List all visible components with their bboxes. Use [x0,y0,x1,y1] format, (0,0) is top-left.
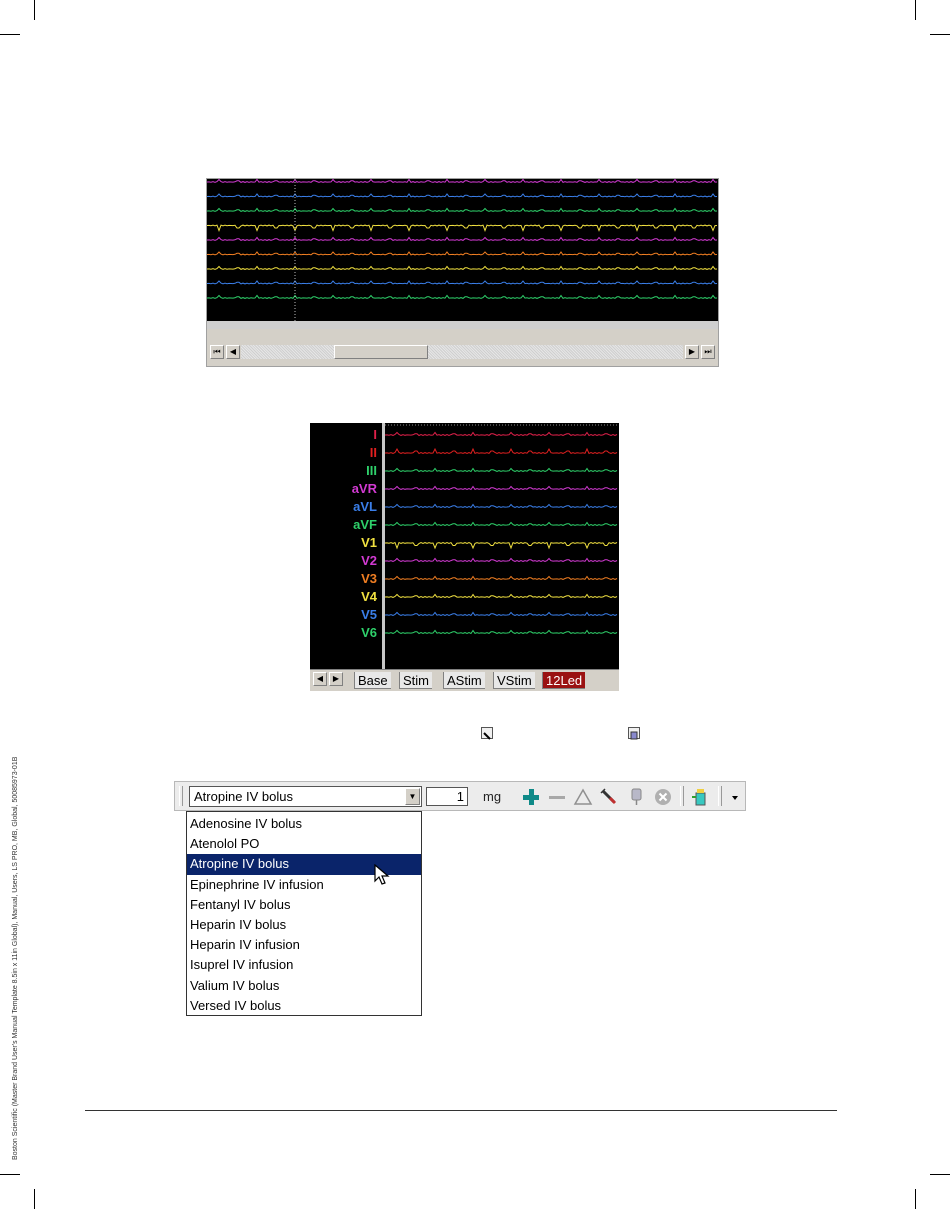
margin-text: Boston Scientific (Master Brand User's Manual Template 8.5in x 11in Global), Manual, Users, LS PRO, MB, Global, 50085973-01B [12,756,19,1160]
lead-trace [385,559,617,562]
tab-astim[interactable]: AStim [443,672,485,689]
crop-mark [930,1174,950,1175]
horizontal-scrollbar[interactable] [207,329,718,366]
toolbar-grip[interactable] [179,786,183,806]
drug-dropdown-list[interactable] [186,811,422,1016]
scroll-last-button[interactable]: ⏭ [701,345,715,359]
drug-list-item[interactable]: Heparin IV infusion [190,937,300,953]
lead-label: I [373,427,377,442]
crop-mark [0,34,20,35]
syringe-icon[interactable] [599,787,619,807]
lead-trace [385,487,617,490]
drug-select-arrow-button[interactable]: ▼ [405,788,420,805]
drug-list-item[interactable]: Isuprel IV infusion [190,957,294,973]
drug-list-item[interactable]: Valium IV bolus [190,977,280,993]
dose-input[interactable]: 1 [426,787,468,806]
lead-trace [385,449,617,454]
footer-rule [85,1110,837,1111]
time-axis-strip [207,321,718,329]
lead-label: V5 [361,607,377,622]
lead-trace [385,595,617,598]
add-icon[interactable] [521,787,541,807]
lead-trace [385,613,617,616]
tab-12led[interactable]: 12Led [542,672,585,689]
ecg-trace [207,238,717,241]
drug-select-value: Atropine IV bolus [194,789,294,804]
overflow-chevron-icon[interactable] [725,787,745,807]
lead-label: V4 [361,589,377,604]
triangle-icon[interactable] [573,787,593,807]
ecg-trace [207,281,717,284]
lead-label: aVL [353,499,377,514]
lead-label: aVR [351,481,377,496]
lead-label: V2 [361,553,377,568]
lead-trace [385,543,617,549]
crop-mark [34,1189,35,1209]
lead-traces [385,423,619,669]
lead-label: II [369,445,377,460]
twelve-lead-panel [310,423,619,691]
drug-list-item[interactable]: Heparin IV bolus [190,916,287,932]
ecg-strip-panel [206,178,719,367]
lead-label: III [366,463,377,478]
ecg-trace [207,267,717,270]
tab-scroll-right-button[interactable]: ▶ [329,672,343,686]
lead-label: V6 [361,625,377,640]
ecg-trace [207,194,717,197]
iv-bag-icon[interactable] [627,787,647,807]
lead-traces-svg [385,423,619,669]
lead-label: V3 [361,571,377,586]
drug-toolbar [174,781,746,811]
ecg-trace [207,252,717,255]
ecg-trace [207,225,717,230]
syringe-icon [481,727,493,739]
toolbar-separator [680,786,684,806]
mouse-cursor-icon [374,864,390,891]
lead-trace [385,523,617,526]
lead-trace [385,631,617,634]
lead-trace [385,577,617,580]
lead-trace [385,433,617,436]
toolbar-separator [718,786,722,806]
drug-select[interactable] [189,786,422,807]
tab-vstim[interactable]: VStim [493,672,535,689]
lead-label: aVF [353,517,377,532]
ecg-trace [207,209,717,212]
crop-mark [0,1174,20,1175]
lead-label: V1 [361,535,377,550]
scroll-right-button[interactable]: ▶ [685,345,699,359]
drug-list-item[interactable]: Adenosine IV bolus [190,816,303,831]
scroll-track[interactable] [241,345,683,359]
lead-label-column [310,423,382,669]
ecg-strip-screen [207,179,718,329]
ecg-strip-traces [207,179,718,329]
dose-unit-label: mg [483,789,502,804]
lead-trace [385,469,617,472]
crop-mark [930,34,950,35]
drug-list-item[interactable]: Versed IV bolus [190,997,282,1013]
iv-bag-icon [628,727,640,739]
ecg-trace [207,180,717,183]
tab-stim[interactable]: Stim [399,672,432,689]
drug-list-item[interactable]: Fentanyl IV bolus [190,896,291,912]
scroll-left-button[interactable]: ◀ [226,345,240,359]
lead-trace [385,505,617,508]
crop-mark [34,0,35,20]
drug-list-item[interactable]: Atenolol PO [190,836,260,852]
tab-bar [310,669,619,691]
drug-list-item[interactable]: Epinephrine IV infusion [190,876,324,892]
crop-mark [915,0,916,20]
bottle-icon[interactable] [690,787,710,807]
drug-list-item[interactable]: Atropine IV bolus [187,854,421,874]
tab-base[interactable]: Base [354,672,391,689]
crop-mark [915,1189,916,1209]
cancel-icon[interactable] [653,787,673,807]
tab-scroll-left-button[interactable]: ◀ [313,672,327,686]
scroll-thumb[interactable] [334,345,428,359]
ecg-trace [207,296,717,299]
scroll-first-button[interactable]: ⏮ [210,345,224,359]
remove-icon[interactable] [547,787,567,807]
